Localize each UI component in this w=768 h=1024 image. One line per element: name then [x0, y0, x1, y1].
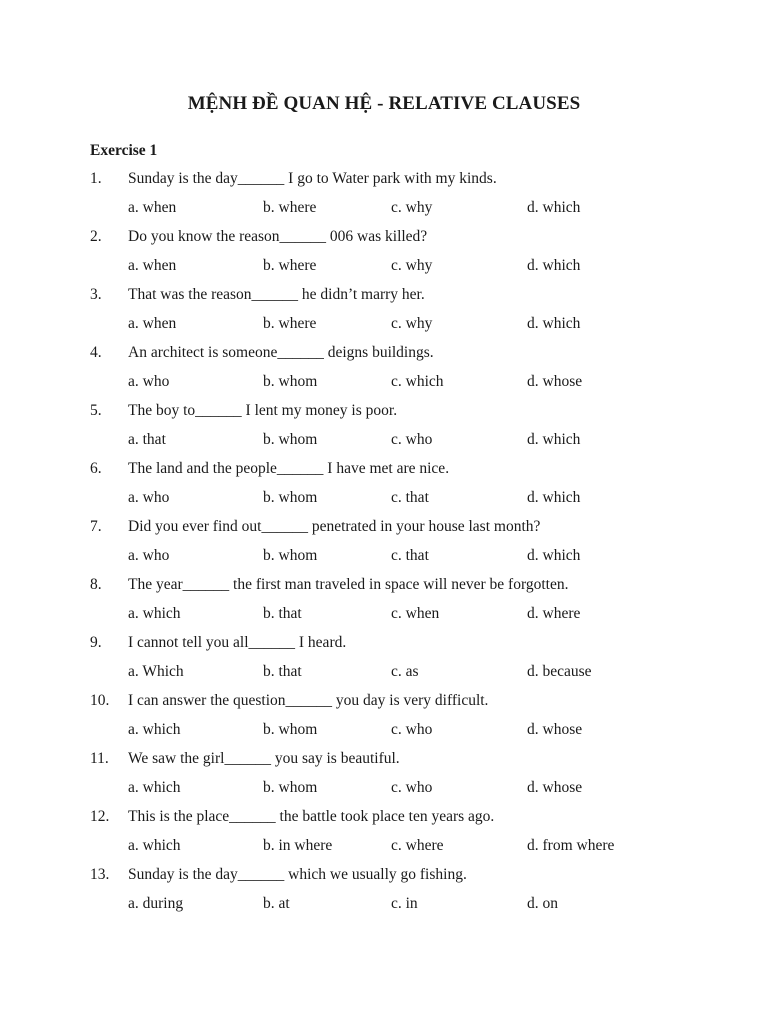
option-b: b. where	[263, 315, 317, 332]
question-item-10	[0, 692, 768, 750]
question-item-4	[0, 344, 768, 402]
option-c: c. who	[391, 779, 433, 796]
option-d: d. whose	[527, 779, 583, 796]
option-a: a. which	[128, 721, 181, 738]
question-text: This is the place______ the battle took place ten years ago.	[128, 808, 495, 825]
question-text: An architect is someone______ deigns buildings.	[128, 344, 434, 361]
question-number: 5.	[90, 402, 102, 419]
option-b: b. whom	[263, 373, 318, 390]
option-b: b. that	[263, 605, 302, 622]
option-c: c. why	[391, 315, 433, 332]
option-b: b. whom	[263, 547, 318, 564]
option-a: a. when	[128, 199, 177, 216]
question-text: The boy to______ I lent my money is poor.	[128, 402, 398, 419]
option-c: c. when	[391, 605, 440, 622]
question-item-2	[0, 228, 768, 286]
question-text: Sunday is the day______ which we usually go fishing.	[128, 866, 467, 883]
option-c: c. who	[391, 721, 433, 738]
option-a: a. which	[128, 779, 181, 796]
option-a: a. who	[128, 373, 170, 390]
question-number: 3.	[90, 286, 102, 303]
question-item-11	[0, 750, 768, 808]
question-text: The land and the people______ I have met are nice.	[128, 460, 450, 477]
question-text: I can answer the question______ you day is very difficult.	[128, 692, 489, 709]
option-c: c. who	[391, 431, 433, 448]
option-b: b. at	[263, 895, 290, 912]
option-b: b. where	[263, 199, 317, 216]
page-title: MỆNH ĐỀ QUAN HỆ - RELATIVE CLAUSES	[187, 93, 581, 114]
option-d: d. because	[527, 663, 592, 680]
option-a: a. which	[128, 605, 181, 622]
option-a: a. when	[128, 257, 177, 274]
option-a: a. who	[128, 489, 170, 506]
question-item-7	[0, 518, 768, 576]
option-a: a. when	[128, 315, 177, 332]
option-b: b. where	[263, 257, 317, 274]
question-number: 6.	[90, 460, 102, 477]
option-a: a. who	[128, 547, 170, 564]
question-text: Did you ever find out______ penetrated in your house last month?	[128, 518, 541, 535]
question-item-1	[0, 170, 768, 228]
question-item-6	[0, 460, 768, 518]
question-item-9	[0, 634, 768, 692]
question-item-13	[0, 866, 768, 924]
question-text: Sunday is the day______ I go to Water park with my kinds.	[128, 170, 497, 187]
option-c: c. in	[391, 895, 418, 912]
option-d: d. which	[527, 489, 581, 506]
question-number: 8.	[90, 576, 102, 593]
question-item-12	[0, 808, 768, 866]
question-number: 2.	[90, 228, 102, 245]
question-number: 12.	[90, 808, 110, 825]
option-a: a. which	[128, 837, 181, 854]
option-d: d. whose	[527, 721, 583, 738]
question-number: 13.	[90, 866, 110, 883]
option-c: c. as	[391, 663, 419, 680]
question-text: I cannot tell you all______ I heard.	[128, 634, 347, 651]
option-d: d. where	[527, 605, 581, 622]
option-d: d. whose	[527, 373, 583, 390]
question-number: 4.	[90, 344, 102, 361]
option-b: b. whom	[263, 489, 318, 506]
exercise-heading: Exercise 1	[90, 142, 158, 159]
option-d: d. which	[527, 315, 581, 332]
question-text: That was the reason______ he didn’t marry her.	[128, 286, 425, 303]
option-d: d. which	[527, 257, 581, 274]
question-list	[0, 170, 768, 924]
option-d: d. which	[527, 547, 581, 564]
question-item-8	[0, 576, 768, 634]
option-c: c. that	[391, 547, 429, 564]
question-item-5	[0, 402, 768, 460]
option-d: d. on	[527, 895, 558, 912]
option-a: a. during	[128, 895, 184, 912]
question-number: 1.	[90, 170, 102, 187]
option-d: d. which	[527, 199, 581, 216]
option-b: b. whom	[263, 779, 318, 796]
question-number: 9.	[90, 634, 102, 651]
question-number: 10.	[90, 692, 110, 709]
option-c: c. that	[391, 489, 429, 506]
option-a: a. Which	[128, 663, 184, 680]
option-a: a. that	[128, 431, 166, 448]
question-text: Do you know the reason______ 006 was killed?	[128, 228, 428, 245]
option-d: d. which	[527, 431, 581, 448]
option-d: d. from where	[527, 837, 615, 854]
question-text: We saw the girl______ you say is beautiful.	[128, 750, 400, 767]
question-number: 7.	[90, 518, 102, 535]
option-c: c. why	[391, 199, 433, 216]
question-number: 11.	[90, 750, 109, 767]
option-c: c. which	[391, 373, 444, 390]
option-c: c. where	[391, 837, 444, 854]
option-b: b. that	[263, 663, 302, 680]
option-b: b. whom	[263, 431, 318, 448]
option-b: b. whom	[263, 721, 318, 738]
option-c: c. why	[391, 257, 433, 274]
option-b: b. in where	[263, 837, 333, 854]
question-text: The year______ the first man traveled in space will never be forgotten.	[128, 576, 569, 593]
question-item-3	[0, 286, 768, 344]
